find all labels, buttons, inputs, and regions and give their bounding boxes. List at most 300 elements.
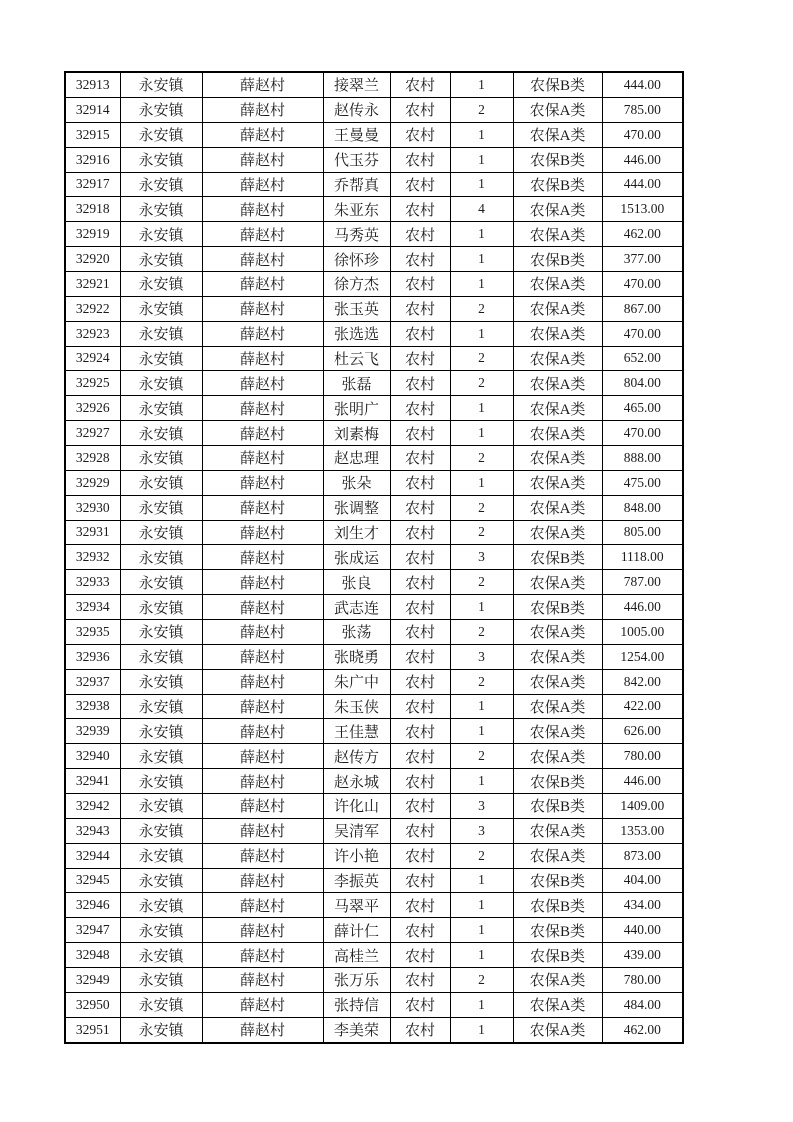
cell-name: 刘生才 [323,520,390,545]
cell-record-no: 32915 [65,122,120,147]
cell-record-no: 32935 [65,619,120,644]
cell-record-no: 32937 [65,669,120,694]
cell-residence-type: 农村 [390,97,450,122]
table-row [65,470,683,495]
cell-person-count: 2 [450,619,513,644]
cell-village: 薛赵村 [202,968,323,993]
cell-person-count: 1 [450,321,513,346]
cell-amount: 867.00 [602,296,683,321]
cell-insurance-type: 农保A类 [513,321,602,346]
cell-name: 徐方杰 [323,271,390,296]
table-row [65,943,683,968]
cell-insurance-type: 农保A类 [513,992,602,1017]
cell-name: 薛计仁 [323,918,390,943]
cell-person-count: 2 [450,296,513,321]
cell-amount: 873.00 [602,843,683,868]
cell-village: 薛赵村 [202,247,323,272]
cell-insurance-type: 农保A类 [513,495,602,520]
cell-amount: 787.00 [602,570,683,595]
table-row [65,619,683,644]
cell-residence-type: 农村 [390,1017,450,1043]
cell-person-count: 1 [450,595,513,620]
cell-insurance-type: 农保A类 [513,296,602,321]
cell-residence-type: 农村 [390,992,450,1017]
cell-name: 赵永城 [323,769,390,794]
cell-town: 永安镇 [120,495,202,520]
cell-insurance-type: 农保A类 [513,843,602,868]
cell-town: 永安镇 [120,893,202,918]
cell-person-count: 3 [450,818,513,843]
cell-record-no: 32925 [65,371,120,396]
cell-person-count: 2 [450,843,513,868]
cell-village: 薛赵村 [202,421,323,446]
cell-insurance-type: 农保A类 [513,371,602,396]
cell-town: 永安镇 [120,992,202,1017]
cell-insurance-type: 农保A类 [513,421,602,446]
cell-person-count: 1 [450,943,513,968]
cell-record-no: 32945 [65,868,120,893]
cell-town: 永安镇 [120,72,202,97]
cell-town: 永安镇 [120,396,202,421]
cell-insurance-type: 农保B类 [513,595,602,620]
cell-name: 张选选 [323,321,390,346]
cell-name: 王曼曼 [323,122,390,147]
cell-village: 薛赵村 [202,371,323,396]
cell-record-no: 32921 [65,271,120,296]
cell-village: 薛赵村 [202,97,323,122]
table-row [65,197,683,222]
cell-village: 薛赵村 [202,818,323,843]
cell-town: 永安镇 [120,918,202,943]
cell-name: 张明广 [323,396,390,421]
cell-person-count: 2 [450,371,513,396]
cell-town: 永安镇 [120,669,202,694]
table-row [65,445,683,470]
table-row [65,918,683,943]
cell-residence-type: 农村 [390,495,450,520]
cell-village: 薛赵村 [202,545,323,570]
table-row [65,396,683,421]
cell-town: 永安镇 [120,321,202,346]
cell-residence-type: 农村 [390,122,450,147]
cell-insurance-type: 农保B类 [513,545,602,570]
cell-amount: 842.00 [602,669,683,694]
table-body [65,72,683,1043]
cell-record-no: 32917 [65,172,120,197]
cell-town: 永安镇 [120,644,202,669]
cell-record-no: 32950 [65,992,120,1017]
cell-record-no: 32929 [65,470,120,495]
cell-record-no: 32949 [65,968,120,993]
table-row [65,570,683,595]
table-row [65,122,683,147]
cell-amount: 446.00 [602,595,683,620]
cell-amount: 470.00 [602,421,683,446]
cell-record-no: 32916 [65,147,120,172]
cell-residence-type: 农村 [390,968,450,993]
cell-amount: 465.00 [602,396,683,421]
cell-insurance-type: 农保B类 [513,868,602,893]
table-row [65,644,683,669]
cell-person-count: 1 [450,122,513,147]
cell-name: 赵传方 [323,744,390,769]
cell-record-no: 32938 [65,694,120,719]
cell-insurance-type: 农保A类 [513,1017,602,1043]
cell-village: 薛赵村 [202,122,323,147]
cell-residence-type: 农村 [390,595,450,620]
cell-person-count: 1 [450,893,513,918]
cell-person-count: 1 [450,147,513,172]
cell-person-count: 1 [450,868,513,893]
cell-village: 薛赵村 [202,1017,323,1043]
cell-village: 薛赵村 [202,619,323,644]
cell-record-no: 32944 [65,843,120,868]
table-row [65,669,683,694]
cell-village: 薛赵村 [202,644,323,669]
cell-amount: 1513.00 [602,197,683,222]
cell-person-count: 1 [450,72,513,97]
cell-name: 张良 [323,570,390,595]
cell-insurance-type: 农保A类 [513,744,602,769]
cell-record-no: 32913 [65,72,120,97]
cell-amount: 652.00 [602,346,683,371]
cell-residence-type: 农村 [390,421,450,446]
cell-record-no: 32930 [65,495,120,520]
cell-village: 薛赵村 [202,296,323,321]
cell-name: 张磊 [323,371,390,396]
table-row [65,247,683,272]
cell-name: 朱广中 [323,669,390,694]
cell-town: 永安镇 [120,271,202,296]
table-row [65,545,683,570]
cell-village: 薛赵村 [202,396,323,421]
cell-village: 薛赵村 [202,172,323,197]
cell-record-no: 32936 [65,644,120,669]
cell-village: 薛赵村 [202,793,323,818]
cell-town: 永安镇 [120,222,202,247]
cell-amount: 446.00 [602,147,683,172]
cell-name: 张朵 [323,470,390,495]
table-row [65,296,683,321]
cell-person-count: 2 [450,97,513,122]
cell-residence-type: 农村 [390,570,450,595]
cell-record-no: 32943 [65,818,120,843]
cell-residence-type: 农村 [390,843,450,868]
cell-amount: 848.00 [602,495,683,520]
cell-person-count: 1 [450,421,513,446]
cell-insurance-type: 农保A类 [513,968,602,993]
cell-record-no: 32918 [65,197,120,222]
cell-person-count: 2 [450,968,513,993]
cell-amount: 422.00 [602,694,683,719]
cell-record-no: 32932 [65,545,120,570]
cell-amount: 434.00 [602,893,683,918]
table-row [65,321,683,346]
cell-town: 永安镇 [120,197,202,222]
cell-person-count: 4 [450,197,513,222]
cell-residence-type: 农村 [390,818,450,843]
table-row [65,371,683,396]
cell-amount: 377.00 [602,247,683,272]
cell-amount: 404.00 [602,868,683,893]
table-row [65,769,683,794]
cell-name: 赵忠理 [323,445,390,470]
cell-residence-type: 农村 [390,197,450,222]
cell-amount: 1353.00 [602,818,683,843]
cell-village: 薛赵村 [202,520,323,545]
cell-person-count: 2 [450,346,513,371]
cell-insurance-type: 农保A类 [513,570,602,595]
cell-record-no: 32928 [65,445,120,470]
cell-insurance-type: 农保A类 [513,222,602,247]
cell-village: 薛赵村 [202,147,323,172]
cell-town: 永安镇 [120,545,202,570]
cell-amount: 804.00 [602,371,683,396]
cell-residence-type: 农村 [390,222,450,247]
table-row [65,868,683,893]
cell-insurance-type: 农保A类 [513,97,602,122]
cell-town: 永安镇 [120,346,202,371]
cell-residence-type: 农村 [390,619,450,644]
table-row [65,968,683,993]
table-row [65,97,683,122]
cell-amount: 484.00 [602,992,683,1017]
table-row [65,843,683,868]
table-row [65,595,683,620]
cell-name: 接翠兰 [323,72,390,97]
cell-person-count: 1 [450,396,513,421]
cell-residence-type: 农村 [390,918,450,943]
cell-insurance-type: 农保B类 [513,893,602,918]
cell-residence-type: 农村 [390,147,450,172]
table-row [65,172,683,197]
cell-person-count: 3 [450,793,513,818]
cell-town: 永安镇 [120,470,202,495]
cell-village: 薛赵村 [202,595,323,620]
cell-insurance-type: 农保B类 [513,943,602,968]
cell-town: 永安镇 [120,595,202,620]
table-row [65,520,683,545]
cell-town: 永安镇 [120,694,202,719]
cell-town: 永安镇 [120,371,202,396]
cell-insurance-type: 农保A类 [513,470,602,495]
cell-village: 薛赵村 [202,495,323,520]
cell-name: 吴清军 [323,818,390,843]
cell-residence-type: 农村 [390,893,450,918]
cell-name: 马秀英 [323,222,390,247]
cell-village: 薛赵村 [202,769,323,794]
cell-amount: 462.00 [602,222,683,247]
cell-person-count: 2 [450,669,513,694]
cell-residence-type: 农村 [390,396,450,421]
cell-name: 李美荣 [323,1017,390,1043]
cell-amount: 475.00 [602,470,683,495]
cell-insurance-type: 农保B类 [513,793,602,818]
cell-town: 永安镇 [120,818,202,843]
cell-village: 薛赵村 [202,943,323,968]
table-row [65,72,683,97]
cell-residence-type: 农村 [390,943,450,968]
cell-person-count: 1 [450,992,513,1017]
cell-person-count: 1 [450,222,513,247]
cell-town: 永安镇 [120,296,202,321]
cell-insurance-type: 农保B类 [513,918,602,943]
cell-insurance-type: 农保A类 [513,271,602,296]
cell-record-no: 32934 [65,595,120,620]
cell-village: 薛赵村 [202,719,323,744]
cell-insurance-type: 农保A类 [513,818,602,843]
cell-residence-type: 农村 [390,545,450,570]
cell-person-count: 2 [450,570,513,595]
cell-village: 薛赵村 [202,694,323,719]
cell-town: 永安镇 [120,619,202,644]
cell-amount: 1005.00 [602,619,683,644]
cell-person-count: 1 [450,694,513,719]
cell-name: 赵传永 [323,97,390,122]
cell-record-no: 32931 [65,520,120,545]
table-row [65,893,683,918]
cell-name: 张荡 [323,619,390,644]
cell-record-no: 32946 [65,893,120,918]
cell-name: 徐怀珍 [323,247,390,272]
cell-insurance-type: 农保B类 [513,769,602,794]
cell-insurance-type: 农保B类 [513,72,602,97]
cell-insurance-type: 农保A类 [513,644,602,669]
cell-village: 薛赵村 [202,321,323,346]
cell-record-no: 32919 [65,222,120,247]
cell-person-count: 1 [450,247,513,272]
cell-name: 张持信 [323,992,390,1017]
cell-residence-type: 农村 [390,744,450,769]
cell-village: 薛赵村 [202,893,323,918]
cell-name: 高桂兰 [323,943,390,968]
cell-amount: 440.00 [602,918,683,943]
table-row [65,818,683,843]
cell-person-count: 1 [450,918,513,943]
cell-village: 薛赵村 [202,992,323,1017]
table-row [65,147,683,172]
cell-insurance-type: 农保A类 [513,445,602,470]
cell-person-count: 1 [450,470,513,495]
cell-town: 永安镇 [120,570,202,595]
cell-amount: 785.00 [602,97,683,122]
cell-record-no: 32933 [65,570,120,595]
cell-residence-type: 农村 [390,346,450,371]
cell-record-no: 32942 [65,793,120,818]
cell-village: 薛赵村 [202,72,323,97]
cell-name: 许小艳 [323,843,390,868]
cell-insurance-type: 农保A类 [513,346,602,371]
cell-record-no: 32914 [65,97,120,122]
cell-residence-type: 农村 [390,793,450,818]
cell-amount: 1254.00 [602,644,683,669]
cell-name: 张玉英 [323,296,390,321]
cell-amount: 470.00 [602,271,683,296]
cell-amount: 470.00 [602,122,683,147]
cell-insurance-type: 农保A类 [513,719,602,744]
cell-name: 刘素梅 [323,421,390,446]
table-row [65,744,683,769]
cell-insurance-type: 农保A类 [513,669,602,694]
cell-record-no: 32940 [65,744,120,769]
cell-town: 永安镇 [120,719,202,744]
cell-town: 永安镇 [120,122,202,147]
table-row [65,1017,683,1043]
cell-amount: 626.00 [602,719,683,744]
cell-name: 张晓勇 [323,644,390,669]
cell-town: 永安镇 [120,147,202,172]
cell-person-count: 1 [450,719,513,744]
cell-town: 永安镇 [120,445,202,470]
cell-record-no: 32939 [65,719,120,744]
cell-town: 永安镇 [120,172,202,197]
cell-town: 永安镇 [120,943,202,968]
table-row [65,694,683,719]
cell-insurance-type: 农保B类 [513,147,602,172]
cell-amount: 1118.00 [602,545,683,570]
table-row [65,271,683,296]
cell-village: 薛赵村 [202,570,323,595]
cell-residence-type: 农村 [390,520,450,545]
cell-name: 乔帮真 [323,172,390,197]
cell-residence-type: 农村 [390,719,450,744]
table-row [65,719,683,744]
cell-name: 杜云飞 [323,346,390,371]
cell-town: 永安镇 [120,1017,202,1043]
cell-amount: 780.00 [602,744,683,769]
cell-name: 张万乐 [323,968,390,993]
cell-village: 薛赵村 [202,843,323,868]
cell-record-no: 32951 [65,1017,120,1043]
cell-residence-type: 农村 [390,371,450,396]
cell-person-count: 1 [450,172,513,197]
cell-village: 薛赵村 [202,271,323,296]
cell-record-no: 32924 [65,346,120,371]
cell-insurance-type: 农保A类 [513,694,602,719]
cell-village: 薛赵村 [202,744,323,769]
cell-residence-type: 农村 [390,769,450,794]
cell-village: 薛赵村 [202,868,323,893]
cell-residence-type: 农村 [390,694,450,719]
cell-insurance-type: 农保A类 [513,619,602,644]
cell-name: 张调整 [323,495,390,520]
cell-record-no: 32941 [65,769,120,794]
cell-insurance-type: 农保A类 [513,520,602,545]
cell-person-count: 2 [450,520,513,545]
cell-record-no: 32948 [65,943,120,968]
cell-amount: 780.00 [602,968,683,993]
cell-record-no: 32920 [65,247,120,272]
cell-residence-type: 农村 [390,172,450,197]
cell-village: 薛赵村 [202,222,323,247]
cell-person-count: 2 [450,445,513,470]
table-row [65,346,683,371]
cell-amount: 470.00 [602,321,683,346]
cell-amount: 446.00 [602,769,683,794]
cell-name: 代玉芬 [323,147,390,172]
cell-village: 薛赵村 [202,918,323,943]
cell-person-count: 1 [450,769,513,794]
cell-person-count: 1 [450,271,513,296]
cell-name: 朱玉侠 [323,694,390,719]
cell-insurance-type: 农保A类 [513,396,602,421]
cell-residence-type: 农村 [390,271,450,296]
cell-residence-type: 农村 [390,321,450,346]
cell-insurance-type: 农保B类 [513,172,602,197]
cell-residence-type: 农村 [390,868,450,893]
cell-person-count: 2 [450,744,513,769]
cell-residence-type: 农村 [390,247,450,272]
